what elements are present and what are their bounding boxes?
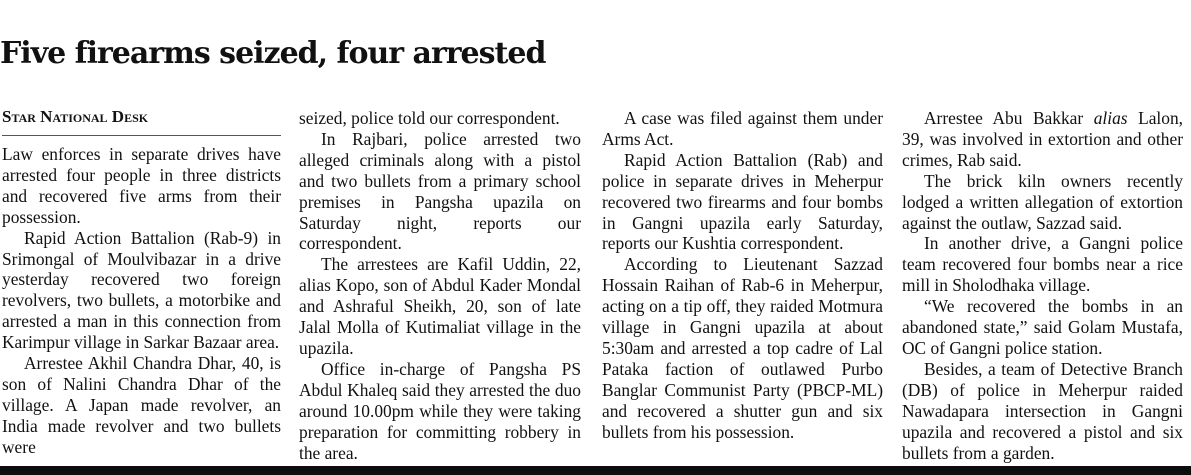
article-column-2 — [299, 108, 581, 467]
paragraph: According to Lieutenant Sazzad Hossain Raihan of Rab-6 in Meherpur, acting on a tip off, they raided Motmura village in Gangni upazila at about 5:30am and arrested a top cadre of Lal Pataka faction of outlawed Purbo Banglar Communist Party (PBCP-ML) and recovered a shutter gun and six bullets from his possession. — [602, 254, 883, 442]
paragraph: “We recovered the bombs in an abandoned state,” said Golam Mustafa, OC of Gangni police station. — [902, 296, 1183, 358]
alias-italic: alias — [1093, 108, 1128, 128]
paragraph: Rapid Action Battalion (Rab) and police in separate drives in Meherpur recovered two firearms and four bombs in Gangni upazila early Saturday, reports our Kushtia correspondent. — [602, 149, 883, 254]
byline: Star National Desk — [2, 107, 281, 136]
paragraph: A case was filed against them under Arms Act. — [602, 108, 883, 149]
bottom-edge-bar — [0, 466, 1191, 475]
paragraph: Law enforces in separate drives have arrested four people in three districts and recovered five arms from their possession. — [2, 144, 281, 227]
paragraph: Rapid Action Battalion (Rab-9) in Srimongal of Moulvibazar in a drive yesterday recovered two foreign revolvers, two bullets, a motorbike and arrested a man in this connection from Karimpur village in Sarkar Bazaar area. — [2, 227, 281, 353]
paragraph: The arrestees are Kafil Uddin, 22, alias Kopo, son of Abdul Kader Mondal and Ashraful Sheikh, 20, son of late Jalal Molla of Kutimaliat village in the upazila. — [299, 254, 581, 358]
paragraph: In Rajbari, police arrested two alleged criminals along with a pistol and two bullets from a primary school premises in Pangsha upazila on Saturday night, reports our correspondent. — [299, 128, 581, 254]
paragraph: Arrestee Akhil Chandra Dhar, 40, is son of Nalini Chandra Dhar of the village. A Japan made revolver, an India made revolver and two bullets were — [2, 353, 281, 457]
paragraph: Office in-charge of Pangsha PS Abdul Khaleq said they arrested the duo around 10.00pm while they were taking preparation for committing robbery in the area. — [299, 358, 581, 463]
headline: Five firearms seized, four arrested — [0, 36, 546, 71]
article-column-1 — [2, 107, 281, 467]
paragraph: seized, police told our correspondent. — [299, 108, 560, 128]
article-column-3 — [602, 108, 883, 467]
article-column-4 — [902, 108, 1183, 467]
paragraph: In another drive, a Gangni police team recovered four bombs near a rice mill in Sholodhaka village. — [902, 233, 1183, 296]
paragraph: Besides, a team of Detective Branch (DB) of police in Meherpur raided Nawadapara intersection in Gangni upazila and recovered a pistol and six bullets from a garden. — [902, 358, 1183, 463]
paragraph-text: Arrestee Abu Bakkar — [924, 108, 1094, 128]
paragraph — [902, 108, 1183, 171]
paragraph: The brick kiln owners recently lodged a written allegation of extortion against the outlaw, Sazzad said. — [902, 170, 1183, 233]
paragraph-text: Lalon, 39, was involved in extortion and other crimes, Rab said. — [902, 108, 1183, 170]
